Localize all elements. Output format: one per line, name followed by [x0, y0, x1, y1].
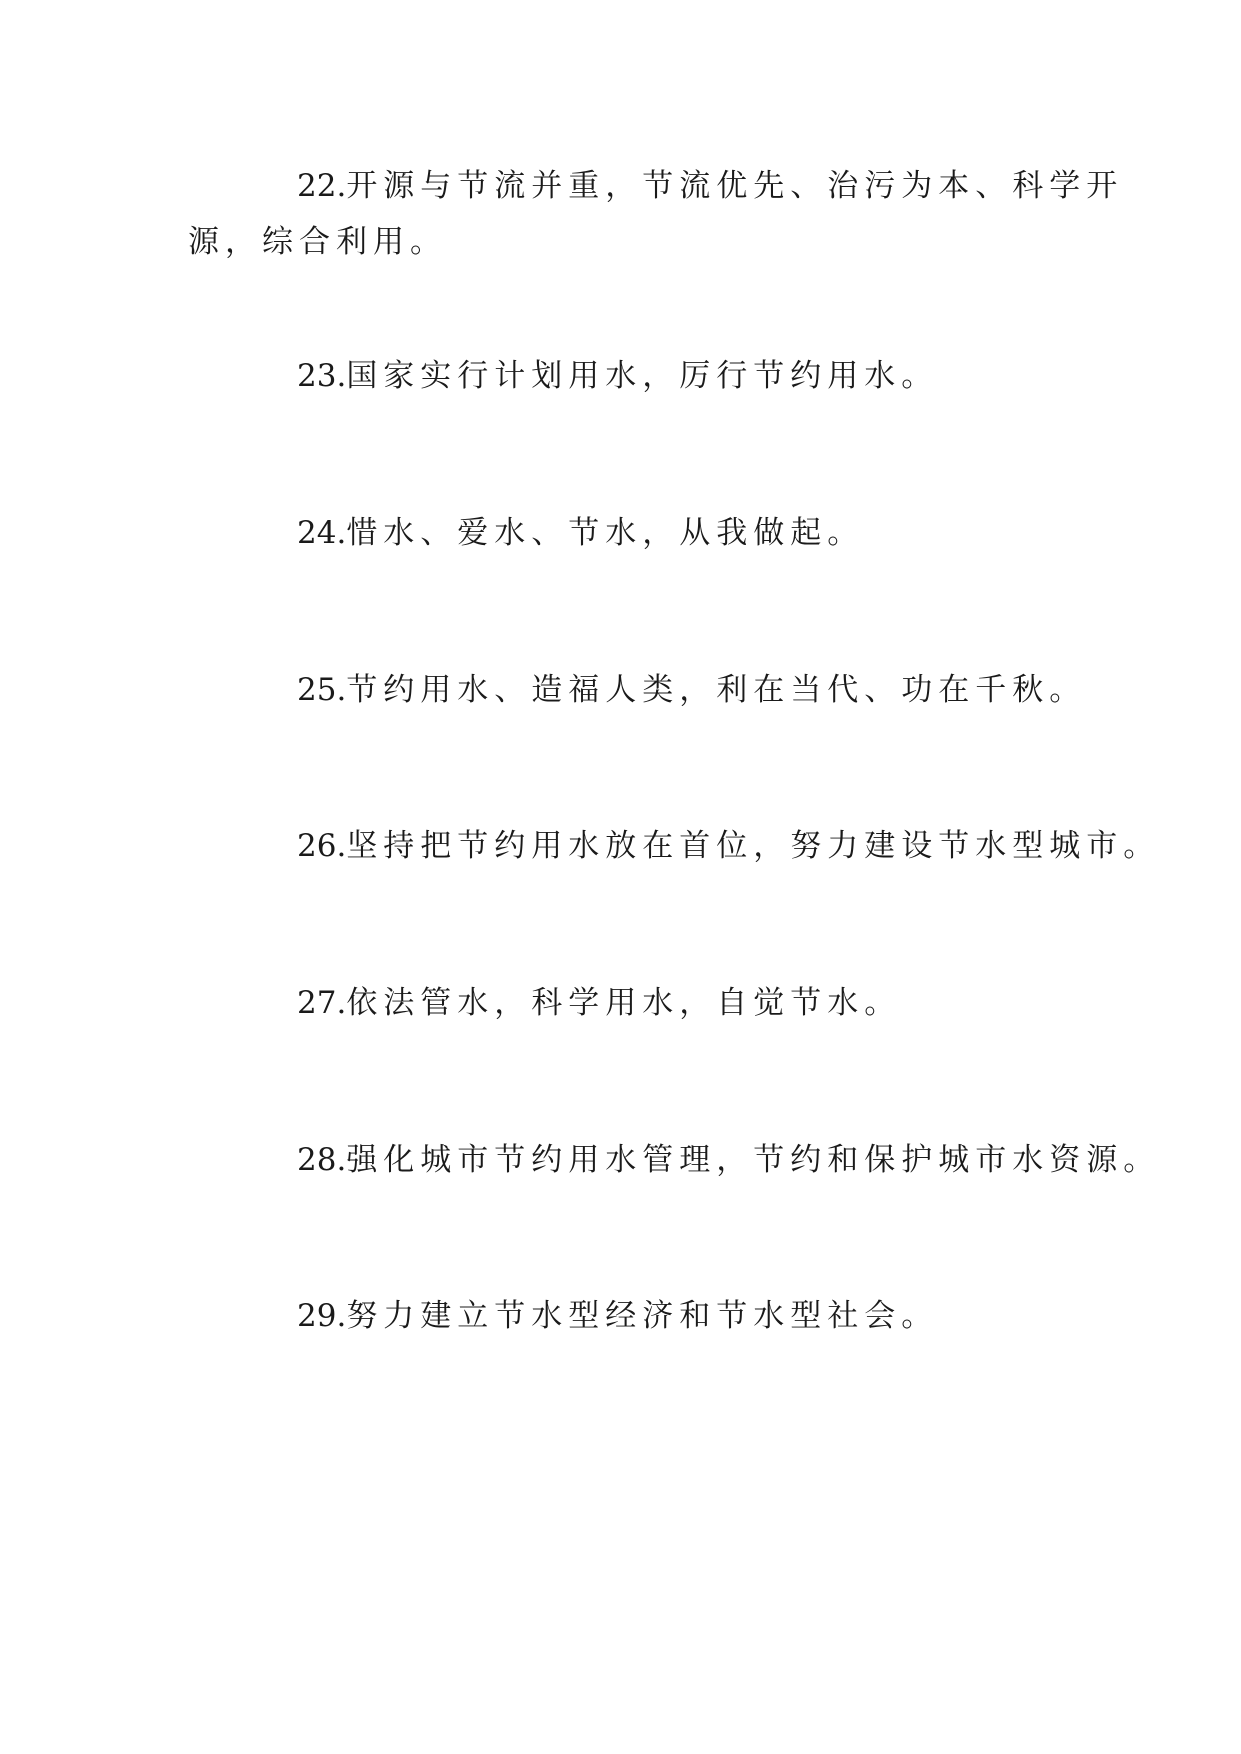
- slogan-item-27: [188, 975, 1068, 1031]
- item-number: 23.: [297, 358, 347, 394]
- slogan-text: 节约用水、造福人类，利在当代、功在千秋。: [346, 672, 1087, 708]
- item-number: 24.: [297, 515, 347, 551]
- slogan-line: [188, 975, 1068, 1031]
- item-number: 26.: [297, 828, 347, 864]
- item-number: 22.: [297, 168, 347, 204]
- slogan-text: 坚持把节约用水放在首位，努力建设节水型城市。: [346, 828, 1161, 864]
- slogan-line: [188, 1288, 1068, 1344]
- item-number: 28.: [297, 1142, 347, 1178]
- slogan-item-28: [188, 1132, 1161, 1188]
- slogan-text: 国家实行计划用水，厉行节约用水。: [346, 358, 939, 394]
- slogan-line-continued: 源，综合利用。: [188, 224, 447, 260]
- slogan-line: [188, 1132, 1161, 1188]
- slogan-text: 开源与节流并重，节流优先、治污为本、科学开: [346, 168, 1124, 204]
- slogan-text: 惜水、爱水、节水，从我做起。: [346, 515, 865, 551]
- slogan-line: [188, 505, 1068, 561]
- slogan-text: 努力建立节水型经济和节水型社会。: [346, 1298, 939, 1334]
- slogan-text: 依法管水，科学用水，自觉节水。: [346, 985, 902, 1021]
- slogan-item-25: [188, 662, 1087, 718]
- slogan-item-26: [188, 818, 1161, 874]
- slogan-line: [188, 158, 1124, 214]
- slogan-item-29: [188, 1288, 1068, 1344]
- item-number: 27.: [297, 985, 347, 1021]
- item-number: 25.: [297, 672, 347, 708]
- slogan-item-24: [188, 505, 1068, 561]
- slogan-line: [188, 818, 1161, 874]
- slogan-line: [188, 662, 1087, 718]
- slogan-line: [188, 348, 1068, 404]
- slogan-item-23: [188, 348, 1068, 404]
- slogan-text: 强化城市节约用水管理，节约和保护城市水资源。: [346, 1142, 1161, 1178]
- slogan-item-22: [188, 158, 1124, 270]
- item-number: 29.: [297, 1298, 347, 1334]
